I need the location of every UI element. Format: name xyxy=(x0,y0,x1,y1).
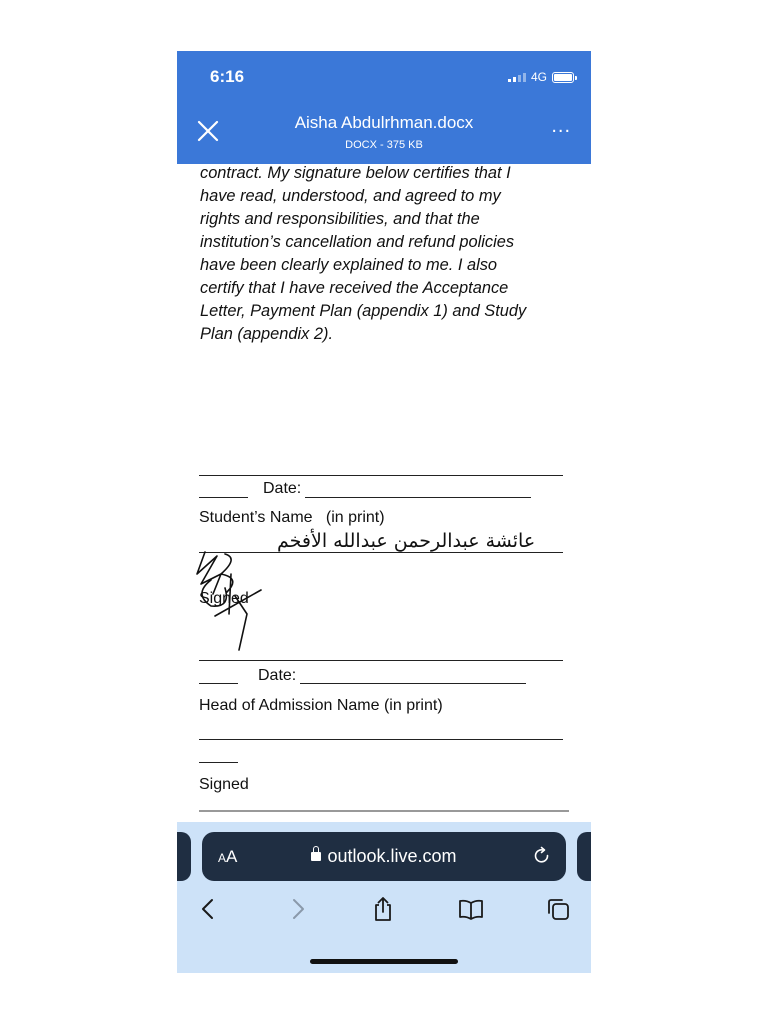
signal-icon xyxy=(508,72,526,82)
address-bar[interactable] xyxy=(202,832,566,881)
previous-tab-preview[interactable] xyxy=(177,832,191,881)
tabs-icon[interactable] xyxy=(545,896,571,922)
date-line xyxy=(305,497,531,498)
document-file-info: DOCX - 375 KB xyxy=(345,139,423,151)
head-of-admission-label: Head of Admission Name (in print) xyxy=(199,697,443,714)
date-label: Date: xyxy=(258,667,297,684)
forward-icon[interactable] xyxy=(285,896,311,922)
signature-line xyxy=(199,660,563,661)
date-label: Date: xyxy=(263,480,302,497)
next-tab-preview[interactable] xyxy=(577,832,591,881)
date-line xyxy=(300,683,526,684)
student-name-label: Student’s Name (in print) xyxy=(199,509,385,526)
bookmarks-icon[interactable] xyxy=(458,896,484,922)
reader-options-button[interactable]: AA xyxy=(218,847,238,866)
share-icon[interactable] xyxy=(370,896,396,922)
more-icon[interactable]: ... xyxy=(551,115,571,137)
document-title: Aisha Abdulrhman.docx xyxy=(294,113,474,132)
head-of-admission-line xyxy=(199,739,563,740)
signed-label: Signed xyxy=(199,776,249,793)
signed-label: Signed xyxy=(199,590,249,607)
signature-line xyxy=(199,475,563,476)
document-bottom-rule xyxy=(199,810,569,812)
agreement-paragraph: contract. My signature below certifies that I have read, understood, and agreed to my rights and responsibilities, and that the institution’s cancellation and refund policies have been clearly explained to me. I also certify that I have received the Acceptance Letter, Payment Plan (appendix 1) and Study Plan (appendix 2). xyxy=(200,164,527,343)
signature-line-continued xyxy=(199,497,248,498)
signature-line-continued xyxy=(199,683,238,684)
status-indicators xyxy=(508,70,574,84)
lock-icon xyxy=(311,852,321,861)
battery-icon xyxy=(552,72,574,83)
status-time: 6:16 xyxy=(210,67,245,86)
document-viewer-header xyxy=(177,51,591,164)
head-of-admission-line-continued xyxy=(199,762,238,763)
network-type: 4G xyxy=(530,70,547,84)
url-text: outlook.live.com xyxy=(327,846,457,866)
phone-screen xyxy=(177,51,591,973)
home-indicator xyxy=(310,959,458,964)
back-icon[interactable] xyxy=(195,896,221,922)
document-content[interactable] xyxy=(177,164,591,822)
student-name-value: عائشة عبدالرحمن عبدالله الأفخم xyxy=(277,530,536,552)
browser-bar xyxy=(177,822,591,973)
reload-icon[interactable] xyxy=(532,846,552,866)
